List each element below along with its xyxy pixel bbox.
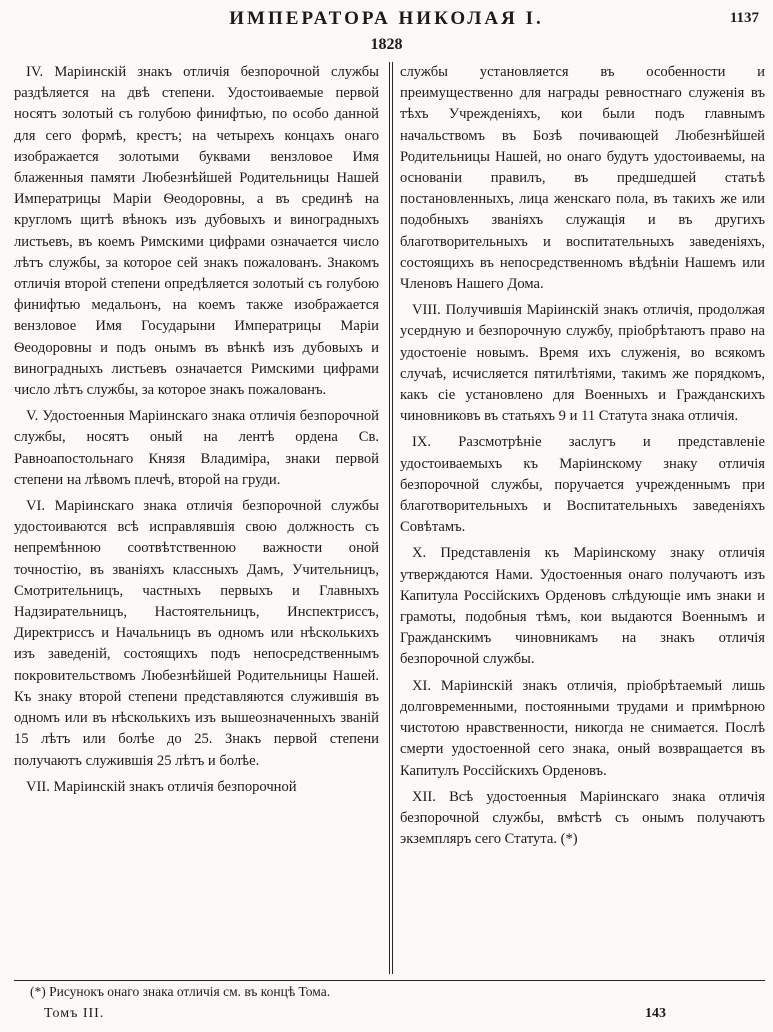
article-xi: XI. Маріинскій знакъ отличія, пріобрѣтаемый лишь долговременными, постоянными трудами и примѣрною чистотою нравственности, никогда не снимается. Послѣ смерти удостоенной сего знака, оный возвращается въ Капитулъ Россійскихъ Орденовъ.: [400, 677, 765, 779]
signature-mark: 143: [645, 1006, 666, 1021]
left-column: [14, 62, 379, 978]
footnote: (*) Рисунокъ онаго знака отличія см. въ концѣ Тома.: [30, 984, 331, 999]
article-viii: VIII. Получившія Маріинскій знакъ отличія, продолжая усердную и безпорочную службу, пріобрѣтаютъ право на удостоеніе новымъ. Время ихъ служенія, во всякомъ случаѣ, исчисляется пятилѣтіями, такимъ же порядкомъ, какъ сіе установлено для Военныхъ и Гражданскихъ чиновниковъ въ статьяхъ 9 и 11 Статута знака отличія.: [400, 302, 765, 425]
right-column: [400, 62, 765, 978]
article-xii: XII. Всѣ удостоенныя Маріинскаго знака отличія безпорочной службы, вмѣстѣ съ онымъ получаютъ экземпляръ сего Статута. (*): [400, 788, 765, 848]
page-header: [0, 6, 773, 58]
article-ix: IX. Разсмотрѣніе заслугъ и представленіе удостоиваемыхъ къ Маріинскому знаку отличія безпорочной службы, поручается учрежденнымъ при благотворительныхъ и Воспитательныхъ заведеніяхъ Совѣтамъ.: [400, 434, 765, 536]
article-iv: IV. Маріинскій знакъ отличія безпорочной службы раздѣляется на двѣ степени. Удостоиваемые первой носятъ золотый съ голубою финифтью, по особо данной для сего формѣ, крестъ; на четырехъ концахъ онаго изображается золотыми буквами вензловое Имя блаженныя памяти Любезнѣйшей Родительницы Нашей Императрицы Маріи Ѳеодоровны, а въ срединѣ на кругломъ щитѣ вѣнокъ изъ дубовыхъ и виноградныхъ листьевъ, въ коемъ Римскими цифрами означается число лѣтъ службы, за которое сей знакъ пожалованъ. Знакомъ отличія второй степени опредѣляется золотый съ голубою финифтью медальонъ, на коемъ также изображается вензловое Имя Государыни Императрицы Маріи Ѳеодоровны и подъ онымъ въ вѣнкѣ изъ дубовыхъ и виноградныхъ листьевъ означается Римскими цифрами число лѣтъ службы, за которое знакъ пожалованъ.: [14, 64, 379, 399]
column-divider: [389, 62, 393, 974]
footnote-rule: [14, 980, 765, 981]
year-heading: 1828: [370, 36, 403, 53]
running-title: ИМПЕРАТОРА НИКОЛАЯ I.: [229, 8, 544, 29]
article-x: X. Представленія къ Маріинскому знаку отличія утверждаются Нами. Удостоенныя онаго получаютъ изъ Капитула Россійскихъ Орденовъ слѣдующіе имъ знаки и грамоты, подобныя тѣмъ, кои выдаются Военнымъ и Гражданскимъ чиновникамъ на знакъ отличія безпорочной службы.: [400, 545, 765, 668]
article-vii-start: VII. Маріинскій знакъ отличія безпорочной: [26, 778, 297, 795]
page-number: 1137: [729, 10, 759, 26]
article-v: V. Удостоенныя Маріинскаго знака отличія безпорочной службы, носятъ оный на лентѣ ордена Св. Равноапостольнаго Князя Владиміра, знаки первой степени на лѣвомъ плечѣ, второй на груди.: [14, 408, 379, 488]
text-columns: [14, 62, 765, 978]
volume-label: Томъ III.: [44, 1006, 105, 1021]
article-vi: VI. Маріинскаго знака отличія безпорочной службы удостоиваются всѣ исправлявшія свою должность съ непремѣнною соотвѣтственною важности оной точностію, въ званіяхъ классныхъ Дамъ, Учительницъ, Смотрительницъ, частныхъ первыхъ и Главныхъ Надзирательницъ, Настоятельницъ, Инспектриссъ, Директриссъ и Начальницъ въ одномъ или нѣсколькихъ изъ заведеній, состоящихъ подъ непосредственнымъ покровительствомъ Любезнѣйшей Родительницы Нашей. Къ знаку второй степени представляются служившія въ одномъ или въ нѣсколькихъ изъ вышеозначенныхъ званій 15 лѣтъ или болѣе до 25. Знакъ первой степени получаютъ служившія 25 лѣтъ и болѣе.: [14, 498, 379, 769]
article-vii-continued: службы установляется въ особенности и преимущественно для награды ревностнаго служенія въ тѣхъ Учрежденіяхъ, кои были подъ главнымъ начальствомъ въ Бозѣ почивающей Любезнѣйшей Родительницы Нашей, но онаго будутъ удостоиваемы, на основаніи правилъ, въ предшедшей статьѣ постановленныхъ, лица женскаго пола, въ такихъ же или подобныхъ званіяхъ служащія и въ другихъ благотворительныхъ и воспитательныхъ заведеніяхъ, состоящихъ въ непосредственномъ вѣдѣніи Нашемъ или Членовъ Нашего Дома.: [400, 64, 765, 293]
